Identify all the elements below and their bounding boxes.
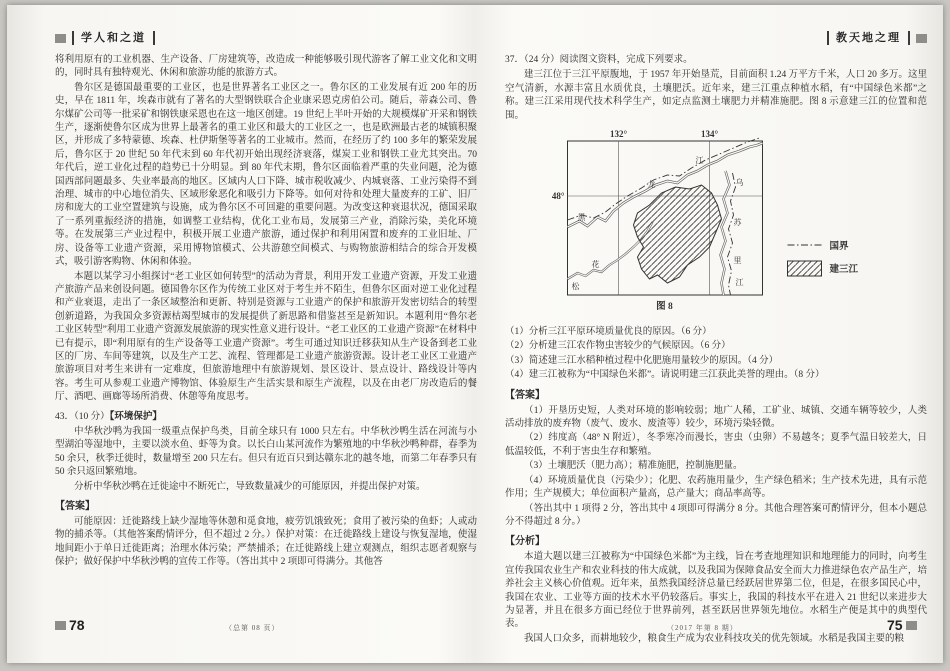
question-number: 43． [55, 411, 75, 422]
right-edition-tag: 教天地之理 [827, 31, 910, 45]
river-label-char: 苏 [733, 218, 742, 228]
left-page-number: 78 [69, 617, 85, 633]
answer-paragraph: （2）纬度高（48° N 附近），冬季寒冷而漫长，害虫（虫卵）不易越冬；夏季气温日较差大，日低温较低，不利于害虫生存和繁殖。 [505, 433, 927, 457]
left-page-header [55, 30, 477, 46]
national-boundary-line-right [728, 173, 736, 295]
right-page-footer [887, 617, 917, 633]
answer-paragraph: （4）环境质量优良（污染少）；化肥、农药施用量少，生产绿色稻米；生产技术先进，具有示范作用；生产规模大；单位面积产量高，总产量大；商品率高等。 [505, 475, 927, 500]
legend-region-sample [788, 261, 822, 276]
right-page-number: 75 [887, 617, 903, 633]
question-37-intro: 建三江位于三江平原腹地，于 1957 年开始垦荒，目前面积 1.24 万平方千米，人口 20 多万。这里空气清新，水源丰富且水质优良，土壤肥沃。近年来，建三江重点种植水稻，有“中国绿色米都”之称。建三江采用现代技术科学生产，如定点监测土壤肥力并精准施肥。图 8 示意建三江的位置和范围。 [505, 70, 927, 121]
body-paragraph: 中华秋沙鸭为我国一级重点保护鸟类，目前全球只有 1000 只左右。中华秋沙鸭生活在河流与小型湖泊等湿地中，主要以淡水鱼、虾等为食。以长白山某河流作为繁殖地的中华秋沙鸭种群，春季为 50 余只，秋季迁徙时，数量增至 200 只左右。但只有近百只到达赣东北的越冬地，而第二年春季只有 50 余只返回繁殖地。 [55, 426, 477, 478]
corner-mark [916, 34, 927, 43]
body-paragraph: 将利用原有的工业机器、生产设备、厂房建筑等，改造成一种能够吸引现代游客了解工业文化和文明的，同时具有独特观光、休闲和旅游功能的旅游方式。 [55, 55, 477, 79]
jiansanjiang-map [517, 127, 907, 319]
legend-region-label: 建三江 [829, 265, 859, 276]
body-paragraph: 鲁尔区是德国最重要的工业区，也是世界著名工业区之一。鲁尔区的工业发展有近 200 年的历史，早在 1811 年，埃森市就有了著名的大型钢铁联合企业康采恩克虏伯公司。随后，蒂森公司、鲁尔煤矿公司等一批采矿和钢铁康采恩也在这一地区创建。19 世纪上半叶开始的大规模煤矿开采和钢铁生产，逐渐使鲁尔区成为世界上最著名的重工业区和最大的工业区之一，也是欧洲最古老的城镇积聚区，并形成了多特蒙德、埃森、杜伊斯堡等著名的工业城市。然而，在经历了约 100 多年的繁荣发展后，鲁尔区于 20 世纪 50 年代末到 60 年代初开始出现经济衰落，煤炭工业和钢铁工业尤其突出。70 年代后，逆工业化过程的趋势已十分明显。到 80 年代末期，鲁尔区面临着严重的失业问题，沦为德国西部问题最多、失业率最高的地区。区域内人口下降、城市税收减少、内城衰落、工业污染得不到治理、城市的中心地位消失、区域形象恶化和吸引力下降等。如何对待和处理大量废弃的工矿、旧厂房和庞大的工业空置建筑与设施，成为鲁尔区不可回避的重要问题。为改变这种衰退状况，德国采取了一系列重振经济的措施，如调整工业结构，优化工业布局，发展第三产业，消除污染，美化环境等。在发展第三产业过程中，积极开展工业遗产旅游，通过保护和利用闲置和废弃的工业旧址、厂房、设备等工业遗产资源，采用博物馆模式、公共游憩空间模式、与购物旅游相结合的综合开发模式，吸引游客购物、休闲和体验。 [55, 82, 477, 268]
answer-paragraph: （1）开垦历史短，人类对环境的影响较弱；地广人稀，工矿业、城镇、交通车辆等较少，人类活动排放的废弃物（废气、废水、废渣等）较少，环境污染轻微。 [505, 405, 927, 430]
question-37-heading: 37．（24 分）阅读图文资料，完成下列要求。 [505, 55, 693, 65]
answer-note: （答出其中 1 项得 2 分，答出其中 4 项即可得满分 8 分。其他合理答案可酌情评分，但本小题总分不得超过 8 分。） [505, 503, 927, 527]
longitude-label-132: 132° [609, 129, 628, 140]
left-edition-tag: 学人和之道 [72, 31, 155, 45]
scanned-spread [7, 5, 943, 663]
left-footer-note: （总第 08 页） [225, 624, 280, 632]
river-label-char: 黑 [577, 213, 586, 223]
wusulijiang-river [721, 171, 730, 295]
river-label-char: 花 [591, 260, 600, 270]
river-label-char: 松 [571, 282, 580, 292]
body-paragraph: 本题以某学习小组探讨“老工业区如何转型”的活动为背景，利用开发工业遗产资源，开发工业遗产旅游产品来创设问题。德国鲁尔区作为传统工业区对于考生并不陌生，但鲁尔区面对逆工业化过程和产业衰退，走出了一条区域整治和更新、特别是资源与工业遗产的保护和旅游开发密切结合的转型创新道路，为我国众多资源枯竭型城市的发展提供了新思路和借鉴甚至是新知识。本题利用“鲁尔老工业区转型”利用工业遗产资源发展旅游的现实性意义进行设计。“老工业区的工业遗产资源”在材料中已有提示，即“利用原有的生产设备等工业遗产资源”。考生可通过知识迁移获知从生产设备到老工业区的厂房、车间等建筑，以及生产工艺、流程、管理都是工业遗产旅游资源。设计老工业区工业遗产旅游项目对考生来讲有一定难度，但旅游地理中有旅游规划、景区设计、景点设计、路线设计等内容。考生可从参观工业遗产博物馆、体验原生产生活实景和原生产流程，以及在由老厂房改造后的餐厅、酒吧、画廊等场所消费、休憩等角度思考。 [55, 271, 477, 403]
river-label-char: 江 [695, 156, 704, 166]
jiansanjiang-region [634, 185, 722, 283]
figure-8-map [517, 127, 927, 324]
river-label-char: 乌 [735, 178, 744, 188]
right-page-header [505, 30, 927, 46]
analysis-paragraph: 我国人口众多，而耕地较少，粮食生产成为农业科技攻关的优先领域。水稻是我国主要的粮 [524, 633, 905, 644]
right-footer-note: （2017 年第 8 期） [667, 624, 738, 632]
river-label-char: 里 [733, 256, 742, 266]
question-topic-tag: 【环境保护】 [109, 411, 162, 422]
sub-question: （2）分析建三江农作物虫害较少的气候原因。（6 分） [505, 341, 731, 352]
answer-paragraph: 可能原因：迁徙路线上缺少湿地等休憩和觅食地，疲劳饥饿致死；食用了被污染的鱼虾；人或动物的捕杀等。（其他答案酌情评分，但不超过 2 分。）保护对策：在迁徙路线上建设与恢复湿地，使湿地间距小于单日迁徙距离；治理水体污染；严禁捕杀；在迁徙路线上建立观测点，组织志愿者观察与保护；做好保护中华秋沙鸭的宣传工作等。（答出其中 2 项即可得满分。其他答 [55, 517, 477, 568]
latitude-label-48: 48° [551, 191, 565, 202]
body-paragraph: 分析中华秋沙鸭在迁徙途中不断死亡，导致数量减少的可能原因，并提出保护对策。 [74, 481, 426, 492]
sub-question: （3）简述建三江水稻种植过程中化肥施用量较少的原因。（4 分） [505, 355, 779, 366]
map-legend [788, 240, 859, 276]
question-score: （10 分） [74, 411, 110, 422]
legend-boundary-label: 国界 [829, 242, 849, 253]
corner-mark [55, 621, 66, 630]
question-43-heading [55, 411, 477, 424]
analysis-label: 【分析】 [505, 536, 545, 548]
river-label-char: 江 [735, 278, 744, 288]
left-page-footer [55, 617, 85, 633]
figure-caption: 图 8 [656, 302, 673, 313]
sub-question: （1）分析三江平原环境质量优良的原因。（6 分） [505, 327, 712, 338]
analysis-paragraph: 本道大题以建三江被称为“中国绿色米都”为主线，旨在考查地理知识和地理能力的同时，向考生宣传我国农业生产和农业科技的伟大成就，以及我国为保障食品安全而大力推进绿色农产品生产，培养社会主义核心价值观。近年来，虽然我国经济总量已经跃居世界第二位，但是，在很多国民心中，我国在农业、工业等方面的技术水平仍较落后。事实上，我国的科技水平在进入 21 世纪以来进步大为显著，并且在很多方面已经位于世界前列，甚至跃居世界领先地位。水稻生产便是其中的典型代表。 [505, 552, 927, 630]
corner-mark [906, 621, 917, 630]
sub-question: （4）建三江被称为“中国绿色米都”。请说明建三江获此美誉的理由。（8 分） [505, 370, 825, 381]
longitude-label-134: 134° [700, 129, 719, 140]
answer-label: 【答案】 [505, 389, 545, 401]
answer-label: 【答案】 [55, 501, 95, 512]
answer-paragraph: （3）土壤肥沃（肥力高）；精准施肥，控制施肥量。 [524, 461, 743, 472]
river-label-char: 龙 [647, 180, 656, 190]
right-page [505, 30, 927, 647]
left-page [55, 30, 477, 571]
corner-mark [55, 34, 66, 43]
